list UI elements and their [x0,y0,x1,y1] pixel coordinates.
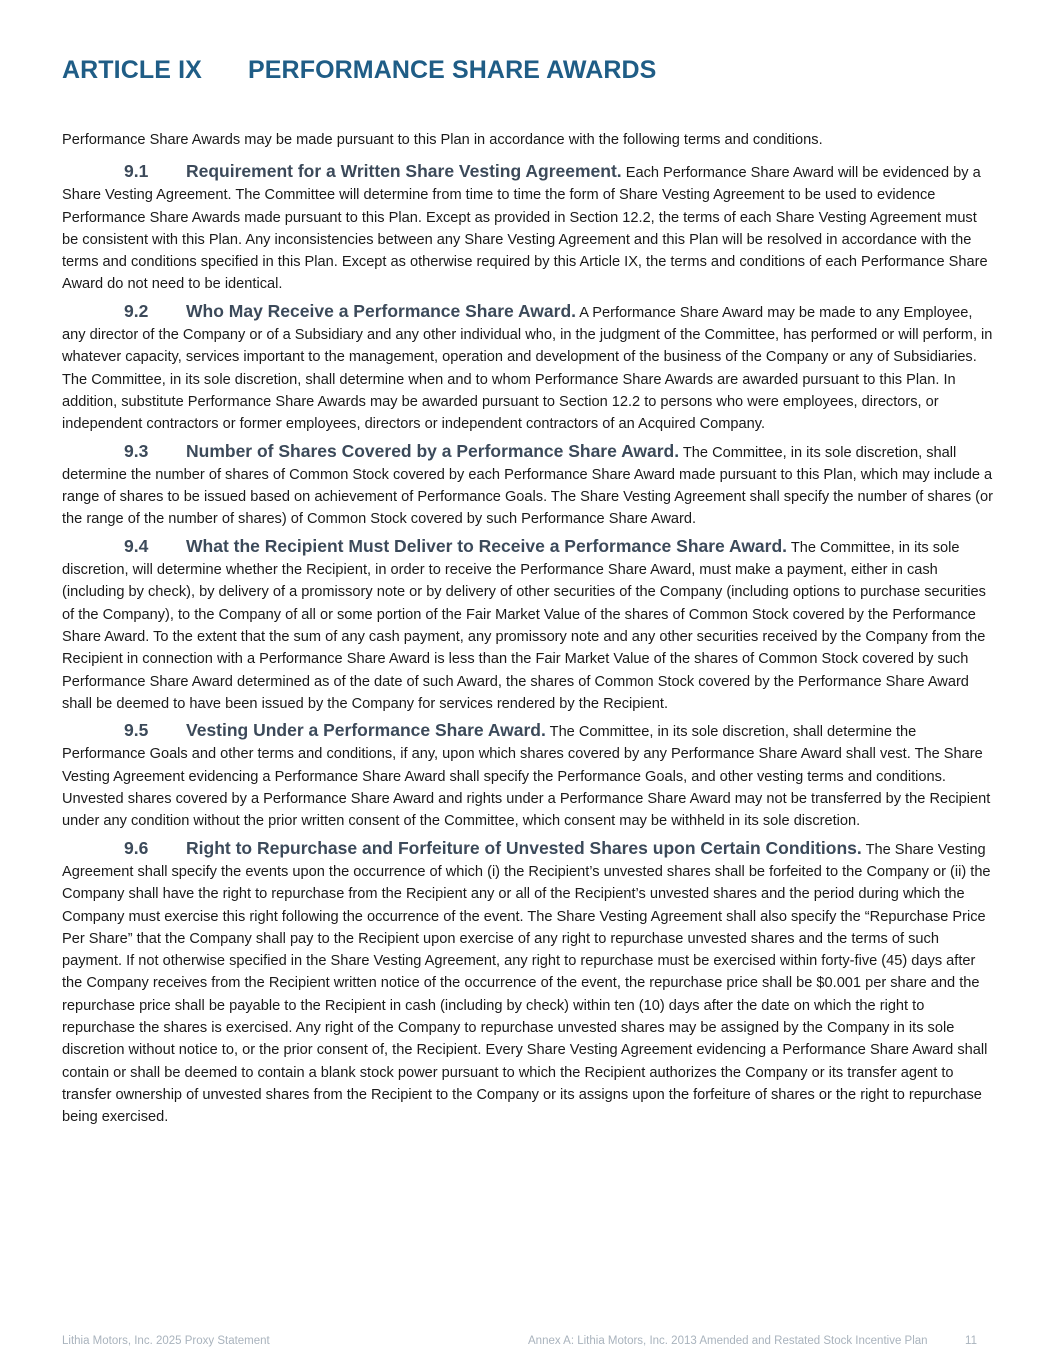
section-heading: Number of Shares Covered by a Performance Share Award. [186,440,680,461]
section-number: 9.5 [124,720,149,741]
section-body: The Share Vesting Agreement shall specify the events upon the occurrence of which (i) the Recipient’s unvested shares shall be forfeited to the Company or (ii) the Company shall have the right to repurchase from the Recipient any or all of the Recipient’s unvested shares and the period during which the Company must exercise this right following the occurrence of the event. The Share Vesting Agreement shall also specify the “Repurchase Price Per Share” that the Company shall pay to the Recipient upon exercise of any right to repurchase unvested shares and the terms of such payment. If not otherwise specified in the Share Vesting Agreement, any right to repurchase must be exercised within forty-five (45) days after the Company receives from the Recipient written notice of the occurrence of the event, the repurchase price shall be $0.001 per share and the repurchase price shall be payable to the Recipient in cash (including by check) within ten (10) days after the date on which the right to repurchase the shares is exercised. Any right of the Company to repurchase unvested shares may be assigned by the Company in its sole discretion without notice to, or the prior consent of, the Recipient. Every Share Vesting Agreement evidencing a Performance Share Award shall contain or shall be deemed to contain a blank stock power pursuant to which the Recipient authorizes the Company or its transfer agent to transfer ownership of unvested shares from the Recipient to the Company or its assigns upon the forfeiture of shares or the right to repurchase being exercised. [62,841,991,1126]
section-body: The Committee, in its sole discretion, shall determine the number of shares of Common Stock covered by each Performance Share Award made pursuant to this Plan, which may include a range of shares to be issued based on achievement of Performance Goals. The Share Vesting Agreement shall specify the number of shares (or the range of the number of shares) of Common Stock covered by such Performance Share Award. [62,444,994,528]
section-heading: Requirement for a Written Share Vesting Agreement. [186,161,622,181]
sections-list [62,160,997,1132]
intro-paragraph: Performance Share Awards may be made pursuant to this Plan in accordance with the following terms and conditions. [62,132,823,148]
section-number: 9.3 [124,440,149,461]
section-heading: Vesting Under a Performance Share Award. [186,720,546,741]
section-9-5 [62,719,997,832]
section-number: 9.1 [124,161,149,181]
section-body: Each Performance Share Award will be evidenced by a Share Vesting Agreement. The Committee will determine from time to time the form of Share Vesting Agreement to be used to evidence Performance Share Awards made pursuant to this Plan. Except as provided in Section 12.2, the terms of each Share Vesting Agreement must be consistent with this Plan. Any inconsistencies between any Share Vesting Agreement and this Plan will be resolved in accordance with the terms and conditions specified in this Plan. Except as otherwise required by this Article IX, the terms and conditions of each Performance Share Award do not need to be identical. [62,165,988,293]
section-heading: Who May Receive a Performance Share Award. [186,300,577,321]
section-heading: What the Recipient Must Deliver to Receive a Performance Share Award. [186,535,788,556]
section-9-4 [62,535,997,715]
section-heading: Right to Repurchase and Forfeiture of Unvested Shares upon Certain Conditions. [186,837,862,858]
page-number: 11 [965,1335,977,1347]
article-heading [62,56,656,85]
section-body: The Committee, in its sole discretion, shall determine the Performance Goals and other terms and conditions, if any, upon which shares covered by any Performance Share Award shall vest. The Share Vesting Agreement evidencing a Performance Share Award shall specify the Performance Goals, and other vesting terms and conditions. Unvested shares covered by a Performance Share Award and rights under a Performance Share Award may not be transferred by the Recipient under any condition without the prior written consent of the Committee, which consent may be withheld in its sole discretion. [62,724,991,830]
section-9-3 [62,440,997,531]
section-number: 9.6 [124,837,149,858]
section-body: The Committee, in its sole discretion, will determine whether the Recipient, in order to receive the Performance Share Award, must make a payment, either in cash (including by check), by delivery of a promissory note or by delivery of other securities of the Company (including options to purchase securities of the Company), to the Company of all or some portion of the Fair Market Value of the shares of Common Stock covered by the Performance Share Award. To the extent that the sum of any cash payment, any promissory note and any other securities received by the Company from the Recipient in connection with a Performance Share Award is less than the Fair Market Value of the shares of Common Stock covered by such Performance Share Award determined as of the date of such Award, the shares of Common Stock covered by the Performance Share Award shall be deemed to have been issued by the Company for services rendered by the Recipient. [62,539,986,712]
section-number: 9.4 [124,535,149,556]
article-number: ARTICLE IX [62,56,202,84]
section-number: 9.2 [124,300,149,321]
footer-left-text: Lithia Motors, Inc. 2025 Proxy Statement [62,1335,270,1347]
footer-right-text: Annex A: Lithia Motors, Inc. 2013 Amended and Restated Stock Incentive Plan [528,1335,928,1347]
section-9-2 [62,300,997,436]
article-title: PERFORMANCE SHARE AWARDS [248,56,657,84]
section-body: A Performance Share Award may be made to any Employee, any director of the Company or of a Subsidiary and any other individual who, in the judgment of the Committee, has performed or will perform, in whatever capacity, services important to the management, operation and development of the business of the Company or any of Subsidiaries. The Committee, in its sole discretion, shall determine when and to whom Performance Share Awards are awarded pursuant to this Plan. In addition, substitute Performance Share Awards may be awarded pursuant to Section 12.2 to persons who were employees, directors, or independent contractors or former employees, directors or independent contractors of an Acquired Company. [62,304,993,433]
section-9-1 [62,160,997,296]
section-9-6 [62,837,997,1129]
